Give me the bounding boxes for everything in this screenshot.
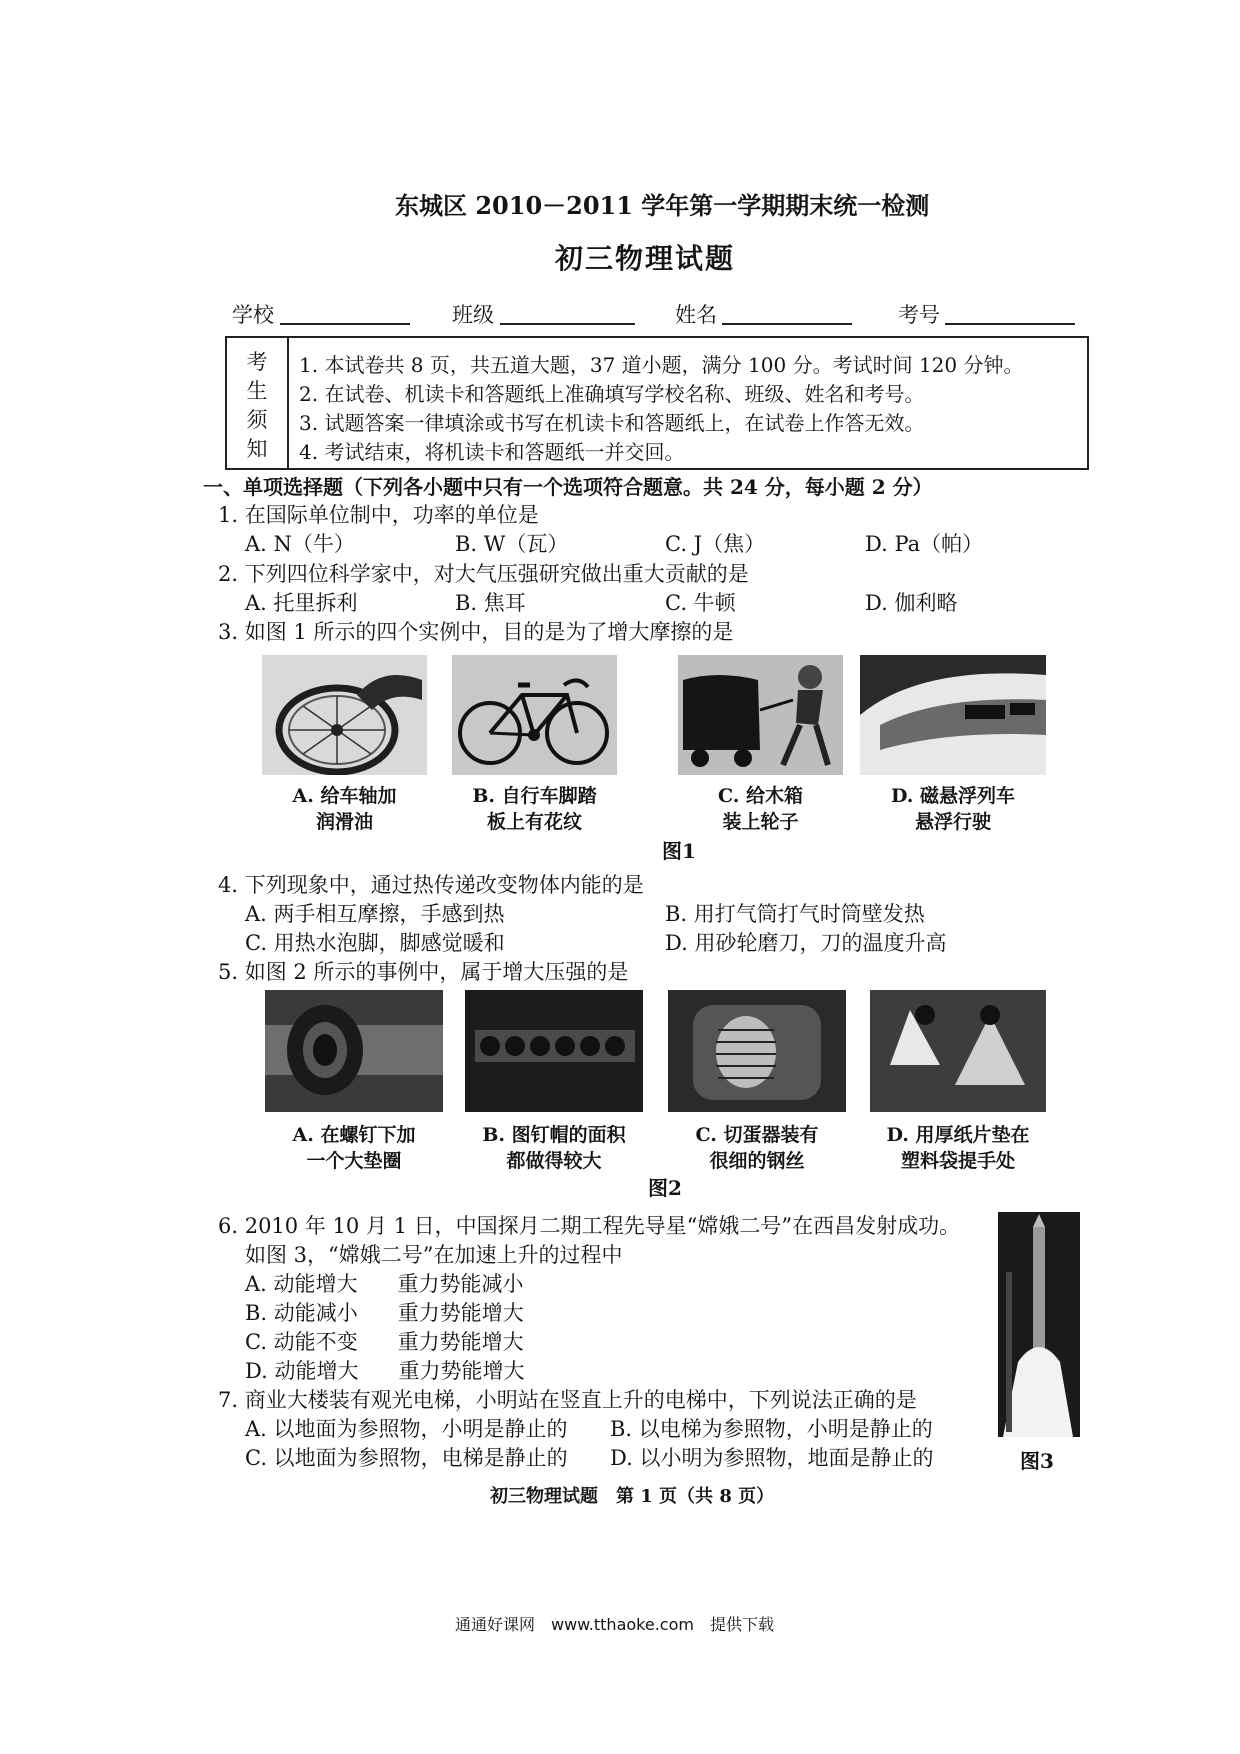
page-footer: 初三物理试题 第 1 页（共 8 页） [490,1486,775,1507]
question-6-option-d: D. 动能增大 重力势能增大 [245,1359,525,1383]
figure-1-label: 图1 [662,839,696,863]
exam-no-label: 考号 [898,303,940,327]
notice-item: 2. 在试卷、机读卡和答题纸上准确填写学校名称、班级、姓名和考号。 [299,382,925,406]
question-1-option-a: A. N（牛） [245,532,355,556]
question-6-option-b: B. 动能减小 重力势能增大 [245,1301,524,1325]
name-label: 姓名 [675,303,717,327]
question-2-stem: 2. 下列四位科学家中，对大气压强研究做出重大贡献的是 [218,562,749,586]
question-1-stem: 1. 在国际单位制中，功率的单位是 [218,503,539,527]
school-label: 学校 [232,303,274,327]
figure-2-caption-c: C. 切蛋器装有 很细的钢丝 [695,1124,819,1172]
notice-side-char: 知 [246,437,268,461]
question-1-option-d: D. Pa（帕） [865,532,984,556]
notice-item: 4. 考试结束，将机读卡和答题纸一并交回。 [299,440,685,464]
figure-1-caption-d: D. 磁悬浮列车 悬浮行驶 [890,785,1016,833]
question-3-stem: 3. 如图 1 所示的四个实例中，目的是为了增大摩擦的是 [218,620,734,644]
maglev-train-photo [860,655,1046,775]
paper-pad-photo [870,990,1046,1112]
question-2-option-c: C. 牛顿 [665,591,736,615]
question-4-stem: 4. 下列现象中，通过热传递改变物体内能的是 [218,873,644,897]
question-6-stem-line-1: 6. 2010 年 10 月 1 日，中国探月二期工程先导星“嫦娥二号”在西昌发射成功。 [218,1214,961,1238]
figure-2-caption-d: D. 用厚纸片垫在 塑料袋提手处 [886,1124,1030,1172]
name-field[interactable] [722,323,852,325]
exam-title: 东城区 2010－2011 学年第一学期期末统一检测 [395,191,930,220]
figure-1-caption-c: C. 给木箱 装上轮子 [717,785,804,833]
question-7-option-d: D. 以小明为参照物，地面是静止的 [610,1446,934,1470]
notice-item: 3. 试题答案一律填涂或书写在机读卡和答题纸上，在试卷上作答无效。 [299,411,925,435]
exam-no-field[interactable] [945,323,1075,325]
question-4-option-d: D. 用砂轮磨刀，刀的温度升高 [665,931,947,955]
question-6-stem-line-2: 如图 3，“嫦娥二号”在加速上升的过程中 [245,1243,623,1267]
download-notice: 通通好课网 www.tthaoke.com 提供下载 [455,1615,774,1634]
figure-1-caption-b: B. 自行车脚踏 板上有花纹 [472,785,597,833]
question-6-option-c: C. 动能不变 重力势能增大 [245,1330,524,1354]
bicycle-photo [452,655,617,775]
question-4-option-b: B. 用打气筒打气时筒壁发热 [665,902,925,926]
question-1-option-b: B. W（瓦） [455,532,569,556]
question-2-option-a: A. 托里拆利 [245,591,358,615]
question-2-option-b: B. 焦耳 [455,591,526,615]
question-7-option-c: C. 以地面为参照物，电梯是静止的 [245,1446,568,1470]
question-4-option-c: C. 用热水泡脚，脚感觉暖和 [245,931,505,955]
screw-washer-photo [265,990,443,1112]
question-7-option-a: A. 以地面为参照物，小明是静止的 [245,1417,568,1441]
figure-1-caption-a: A. 给车轴加 润滑油 [292,785,397,833]
question-6-option-a: A. 动能增大 重力势能减小 [245,1272,524,1296]
figure-2-caption-b: B. 图钉帽的面积 都做得较大 [482,1124,626,1172]
wheel-axle-photo [262,655,427,775]
class-label: 班级 [452,303,494,327]
figure-3-label: 图3 [1020,1449,1054,1473]
school-field[interactable] [280,323,410,325]
figure-2-label: 图2 [648,1176,682,1200]
figure-2-caption-a: A. 在螺钉下加 一个大垫圈 [292,1124,416,1172]
question-4-option-a: A. 两手相互摩擦，手感到热 [245,902,505,926]
rocket-launch-photo [998,1212,1080,1437]
pushpin-photo [465,990,643,1112]
question-1-option-c: C. J（焦） [665,532,766,556]
question-5-stem: 5. 如图 2 所示的事例中，属于增大压强的是 [218,960,629,984]
wooden-box-photo [678,655,843,775]
question-2-option-d: D. 伽利略 [865,591,958,615]
question-7-option-b: B. 以电梯为参照物，小明是静止的 [610,1417,933,1441]
notice-item: 1. 本试卷共 8 页，共五道大题，37 道小题，满分 100 分。考试时间 120 分钟。 [299,353,1024,377]
notice-side-char: 考 [246,350,268,374]
notice-side-char: 须 [246,408,268,432]
class-field[interactable] [500,323,635,325]
exam-subtitle: 初三物理试题 [555,242,736,275]
egg-slicer-photo [668,990,846,1112]
section-heading: 一、单项选择题（下列各小题中只有一个选项符合题意。共 24 分，每小题 2 分） [203,475,933,499]
notice-side-char: 生 [246,379,268,403]
notice-box [225,336,1089,470]
question-7-stem: 7. 商业大楼装有观光电梯，小明站在竖直上升的电梯中，下列说法正确的是 [218,1388,917,1412]
